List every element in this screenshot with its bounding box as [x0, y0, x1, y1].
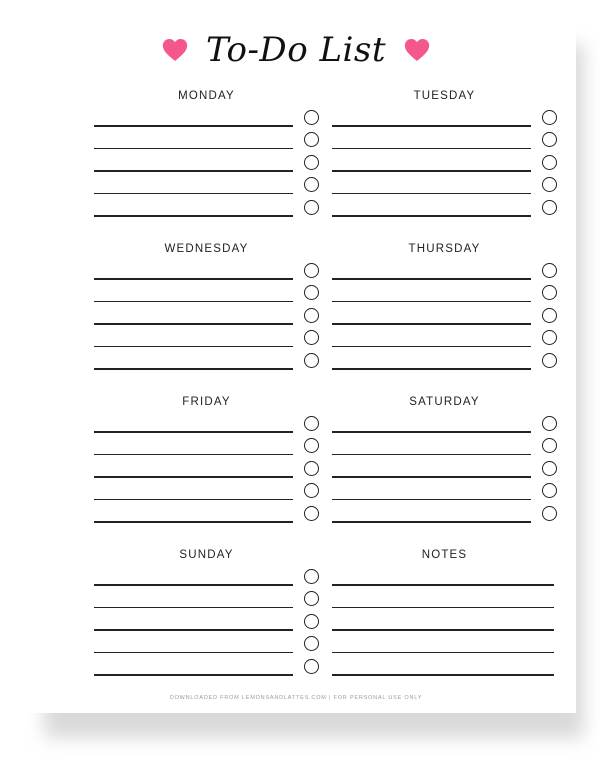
task-row	[332, 280, 557, 303]
checkbox-circle[interactable]	[304, 636, 319, 651]
task-row	[332, 302, 557, 325]
section-wednesday	[94, 241, 319, 370]
section-notes	[332, 547, 557, 676]
section-title-tuesday: TUESDAY	[413, 90, 476, 102]
note-row	[332, 653, 557, 676]
task-row	[332, 104, 557, 127]
section-title-thursday: THURSDAY	[408, 243, 481, 255]
section-title-wednesday: WEDNESDAY	[164, 243, 249, 255]
task-row	[332, 347, 557, 370]
checkbox-circle[interactable]	[304, 177, 319, 192]
task-row	[94, 149, 319, 172]
checkbox-circle[interactable]	[304, 285, 319, 300]
section-title-sunday: SUNDAY	[179, 549, 234, 561]
task-list-thursday	[332, 257, 557, 370]
section-tuesday	[332, 88, 557, 217]
task-row	[332, 325, 557, 348]
task-row	[332, 172, 557, 195]
checkbox-circle[interactable]	[304, 438, 319, 453]
section-title-monday: MONDAY	[178, 90, 235, 102]
task-row	[94, 631, 319, 654]
checkbox-circle[interactable]	[542, 438, 557, 453]
task-row	[94, 325, 319, 348]
checkbox-circle[interactable]	[304, 110, 319, 125]
title-row	[16, 24, 576, 76]
task-line[interactable]	[332, 368, 531, 369]
section-title-friday: FRIDAY	[182, 396, 231, 408]
checkbox-circle[interactable]	[542, 263, 557, 278]
task-row	[332, 500, 557, 523]
section-monday	[94, 88, 319, 217]
task-line[interactable]	[332, 215, 531, 216]
task-row	[332, 410, 557, 433]
checkbox-circle[interactable]	[304, 330, 319, 345]
task-list-monday	[94, 104, 319, 217]
task-row	[94, 194, 319, 217]
checkbox-circle[interactable]	[304, 506, 319, 521]
checkbox-circle[interactable]	[542, 155, 557, 170]
task-row	[94, 478, 319, 501]
task-row	[332, 149, 557, 172]
checkbox-circle[interactable]	[304, 461, 319, 476]
task-row	[332, 433, 557, 456]
planner-sheet	[16, 16, 576, 713]
section-sunday	[94, 547, 319, 676]
checkbox-circle[interactable]	[304, 200, 319, 215]
checkbox-circle[interactable]	[304, 263, 319, 278]
task-row	[94, 608, 319, 631]
task-line[interactable]	[332, 521, 531, 522]
task-list-sunday	[94, 563, 319, 676]
task-line[interactable]	[94, 215, 293, 216]
task-row	[94, 347, 319, 370]
checkbox-circle[interactable]	[304, 416, 319, 431]
task-row	[94, 433, 319, 456]
checkbox-circle[interactable]	[542, 110, 557, 125]
checkbox-circle[interactable]	[542, 353, 557, 368]
task-row	[94, 455, 319, 478]
checkbox-circle[interactable]	[542, 506, 557, 521]
checkbox-circle[interactable]	[542, 177, 557, 192]
checkbox-circle[interactable]	[304, 132, 319, 147]
checkbox-circle[interactable]	[542, 132, 557, 147]
checkbox-circle[interactable]	[304, 591, 319, 606]
checkbox-circle[interactable]	[542, 200, 557, 215]
task-row	[332, 257, 557, 280]
note-row	[332, 586, 557, 609]
task-line[interactable]	[94, 674, 293, 675]
task-row	[94, 500, 319, 523]
checkbox-circle[interactable]	[542, 461, 557, 476]
section-saturday	[332, 394, 557, 523]
checkbox-circle[interactable]	[304, 483, 319, 498]
heart-icon-right	[404, 38, 430, 62]
checkbox-circle[interactable]	[304, 308, 319, 323]
note-line[interactable]	[332, 674, 554, 675]
task-row	[94, 653, 319, 676]
task-line[interactable]	[94, 368, 293, 369]
task-row	[332, 478, 557, 501]
heart-icon-left	[162, 38, 188, 62]
note-row	[332, 608, 557, 631]
task-list-wednesday	[94, 257, 319, 370]
task-row	[94, 257, 319, 280]
task-row	[94, 104, 319, 127]
task-row	[94, 127, 319, 150]
checkbox-circle[interactable]	[542, 330, 557, 345]
section-thursday	[332, 241, 557, 370]
section-title-notes: NOTES	[421, 549, 468, 561]
task-row	[94, 302, 319, 325]
task-row	[332, 127, 557, 150]
checkbox-circle[interactable]	[542, 483, 557, 498]
task-row	[94, 280, 319, 303]
notes-list	[332, 563, 557, 676]
section-friday	[94, 394, 319, 523]
task-row	[332, 455, 557, 478]
task-row	[94, 586, 319, 609]
checkbox-circle[interactable]	[542, 416, 557, 431]
footer-credit: DOWNLOADED FROM LEMONSANDLATTES.COM | FOR PERSONAL USE ONLY	[169, 695, 423, 701]
checkbox-circle[interactable]	[304, 155, 319, 170]
task-list-saturday	[332, 410, 557, 523]
task-list-friday	[94, 410, 319, 523]
task-list-tuesday	[332, 104, 557, 217]
note-row	[332, 563, 557, 586]
checkbox-circle[interactable]	[304, 569, 319, 584]
task-row	[332, 194, 557, 217]
section-title-saturday: SATURDAY	[409, 396, 480, 408]
task-row	[94, 410, 319, 433]
checkbox-circle[interactable]	[304, 353, 319, 368]
checkbox-circle[interactable]	[542, 285, 557, 300]
task-line[interactable]	[94, 521, 293, 522]
note-row	[332, 631, 557, 654]
checkbox-circle[interactable]	[304, 614, 319, 629]
checkbox-circle[interactable]	[304, 659, 319, 674]
page-title: To-Do List	[205, 30, 387, 70]
task-row	[94, 172, 319, 195]
task-row	[94, 563, 319, 586]
checkbox-circle[interactable]	[542, 308, 557, 323]
